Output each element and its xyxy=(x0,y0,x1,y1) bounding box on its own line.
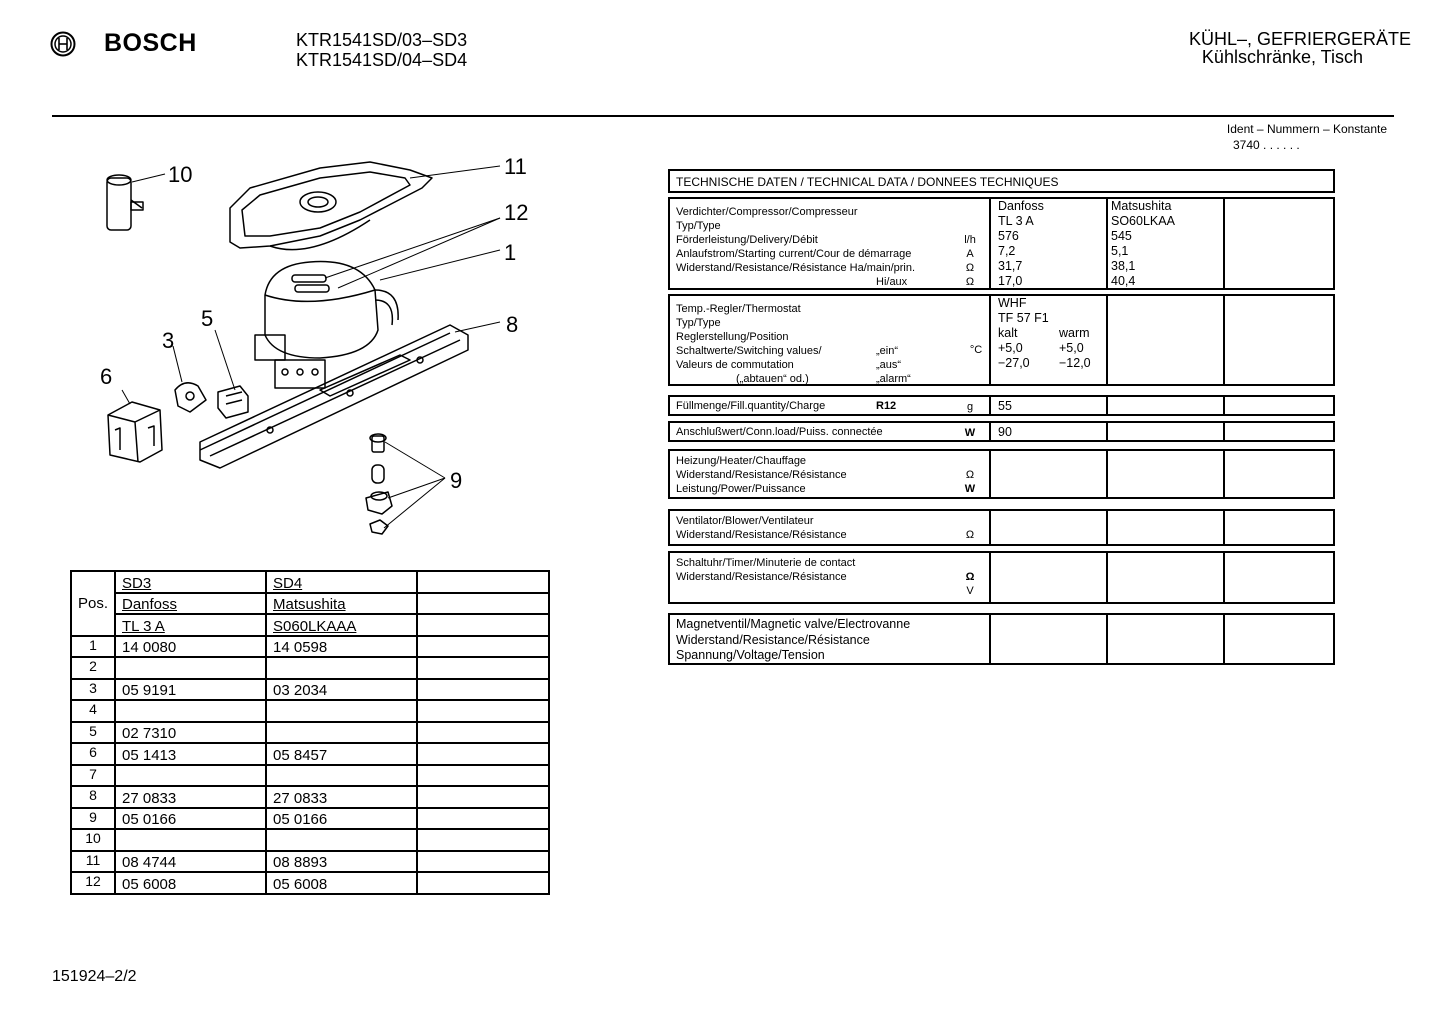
thermostat-box: Temp.-Regler/Thermostat Typ/Type Reglerstellung/Position Schaltwerte/Switching values/ „ein“ Valeurs de commutation „aus“ („abtauen“ od.) „alarm“ °C WHF TF 57 F1 kalt warm +5,0 +5,0 −27,0 −12,0 xyxy=(668,294,1335,386)
part-number xyxy=(115,700,266,722)
part-11-tray xyxy=(230,162,432,250)
part-number: 02 7310 xyxy=(115,722,266,744)
part-number: 14 0598 xyxy=(266,636,417,658)
callout-9: 9 xyxy=(450,468,463,493)
pos-number: 1 xyxy=(71,636,115,658)
table-row xyxy=(71,808,549,830)
part-number xyxy=(115,829,266,851)
ident-value: 3740 . . . . . . xyxy=(1233,138,1300,152)
callout-6: 6 xyxy=(100,364,113,389)
magnetic-valve-box: Magnetventil/Magnetic valve/Electrovanne Widerstand/Resistance/Résistance Spannung/Voltage/Tension xyxy=(668,613,1335,665)
compressor-values-danfoss: Danfoss TL 3 A 576 7,2 31,7 17,0 xyxy=(998,199,1044,288)
part-number xyxy=(266,829,417,851)
category-subtitle: Kühlschränke, Tisch xyxy=(1201,47,1363,67)
callout-10: 10 xyxy=(168,162,193,187)
part-number xyxy=(266,700,417,722)
pos-number: 7 xyxy=(71,765,115,787)
pos-number: 8 xyxy=(71,786,115,808)
header-divider xyxy=(52,115,1394,117)
part-1-compressor xyxy=(255,262,398,388)
table-row xyxy=(71,700,549,722)
resistance-aux-label: Hi/aux xyxy=(876,276,908,288)
part-number: 05 0166 xyxy=(266,808,417,830)
compressor-label: Verdichter/Compressor/Compresseur xyxy=(676,206,858,218)
resistance-main-label: Widerstand/Resistance/Résistance Ha/main/prin. xyxy=(676,262,916,274)
part-number: 03 2034 xyxy=(266,679,417,701)
pos-number: 6 xyxy=(71,743,115,765)
part-number: 08 4744 xyxy=(115,851,266,873)
make-sd3: Danfoss xyxy=(115,593,266,615)
make-sd4: Matsushita xyxy=(266,593,417,615)
part-number: 05 6008 xyxy=(115,872,266,894)
part-number: 05 0166 xyxy=(115,808,266,830)
fill-quantity-value: 55 xyxy=(998,399,1012,413)
bosch-logo-icon xyxy=(50,31,76,62)
part-number: 05 1413 xyxy=(115,743,266,765)
callout-12: 12 xyxy=(504,200,529,225)
part-number: 27 0833 xyxy=(115,786,266,808)
fill-quantity-box: Füllmenge/Fill.quantity/Charge R12 g 55 xyxy=(668,395,1335,416)
compressor-values-matsushita: Matsushita SO60LKAA 545 5,1 38,1 40,4 xyxy=(1111,199,1175,288)
delivery-label: Förderleistung/Delivery/Débit xyxy=(676,234,818,246)
pos-number: 2 xyxy=(71,657,115,679)
table-row xyxy=(71,743,549,765)
parts-table xyxy=(70,570,550,895)
celsius-unit: °C xyxy=(969,344,983,356)
callout-11: 11 xyxy=(504,154,527,179)
table-row xyxy=(71,679,549,701)
thermostat-label: Temp.-Regler/Thermostat xyxy=(676,303,801,315)
pos-number: 5 xyxy=(71,722,115,744)
pos-number: 10 xyxy=(71,829,115,851)
model-number-1: KTR1541SD/03–SD3 xyxy=(296,30,468,50)
ident-label: Ident – Nummern – Konstante xyxy=(1226,122,1387,136)
table-row xyxy=(71,851,549,873)
table-row xyxy=(71,657,549,679)
category-title: KÜHL–, GEFRIERGERÄTE xyxy=(1188,29,1411,49)
timer-box: Schaltuhr/Timer/Minuterie de contact Widerstand/Resistance/Résistance Ω V xyxy=(668,551,1335,604)
pos-number: 11 xyxy=(71,851,115,873)
part-number xyxy=(115,765,266,787)
type-sd4: S060LKAAA xyxy=(266,614,417,636)
part-number xyxy=(266,765,417,787)
model-number-2: KTR1541SD/04–SD4 xyxy=(296,50,468,70)
table-row xyxy=(71,636,549,658)
exploded-diagram xyxy=(70,150,550,555)
table-row xyxy=(71,722,549,744)
callout-1: 1 xyxy=(504,240,517,265)
brand-name: BOSCH xyxy=(104,29,197,57)
part-number xyxy=(266,722,417,744)
part-10-capacitor xyxy=(107,175,143,230)
pos-number: 3 xyxy=(71,679,115,701)
callout-5: 5 xyxy=(201,306,214,331)
part-number xyxy=(266,657,417,679)
starting-current-label: Anlaufstrom/Starting current/Cour de démarrage xyxy=(676,248,912,260)
type-sd3: TL 3 A xyxy=(115,614,266,636)
part-9-mounting xyxy=(366,434,392,534)
part-number xyxy=(115,657,266,679)
variant-sd4: SD4 xyxy=(266,571,417,593)
pos-number: 9 xyxy=(71,808,115,830)
part-number: 05 8457 xyxy=(266,743,417,765)
table-row xyxy=(71,829,549,851)
part-6-cover xyxy=(108,402,162,462)
pos-header: Pos. xyxy=(71,571,115,636)
part-number: 08 8893 xyxy=(266,851,417,873)
part-number: 14 0080 xyxy=(115,636,266,658)
thermostat-values: WHF TF 57 F1 kalt warm +5,0 +5,0 −27,0 −12,0 xyxy=(998,296,1091,370)
table-row xyxy=(71,786,549,808)
connected-load-value: 90 xyxy=(998,425,1012,439)
type-label: Typ/Type xyxy=(676,220,721,232)
connected-load-box: Anschlußwert/Conn.load/Puiss. connectée W 90 xyxy=(668,421,1335,442)
table-row xyxy=(71,872,549,894)
pos-number: 12 xyxy=(71,872,115,894)
part-number: 05 6008 xyxy=(266,872,417,894)
part-5-relay xyxy=(218,386,248,418)
table-row xyxy=(71,765,549,787)
part-8-base-rail xyxy=(200,325,468,468)
part-3-overload xyxy=(175,383,206,412)
tech-title: TECHNISCHE DATEN / TECHNICAL DATA / DONNEES TECHNIQUES xyxy=(676,175,1059,189)
callout-3: 3 xyxy=(162,328,175,353)
part-number: 27 0833 xyxy=(266,786,417,808)
compressor-box: Verdichter/Compressor/Compresseur Typ/Type Förderleistung/Delivery/Débit Anlaufstrom/Starting current/Cour de démarrage Widerstand/Resistance/Résistance Ha/main/prin. Hi/aux l/h A Ω Ω Danfoss TL 3 A 576 7,2 31,7 17,0 Matsushita SO60LKAA 545 5,1 38,1 40,4 xyxy=(668,197,1335,290)
callout-8: 8 xyxy=(506,312,519,337)
variant-sd3: SD3 xyxy=(115,571,266,593)
pos-number: 4 xyxy=(71,700,115,722)
blower-box: Ventilator/Blower/Ventilateur Widerstand/Resistance/Résistance Ω xyxy=(668,509,1335,546)
heater-box: Heizung/Heater/Chauffage Widerstand/Resistance/Résistance Leistung/Power/Puissance Ω W xyxy=(668,449,1335,499)
document-id: 151924–2/2 xyxy=(52,968,137,985)
part-number: 05 9191 xyxy=(115,679,266,701)
tech-title-box xyxy=(668,169,1335,193)
